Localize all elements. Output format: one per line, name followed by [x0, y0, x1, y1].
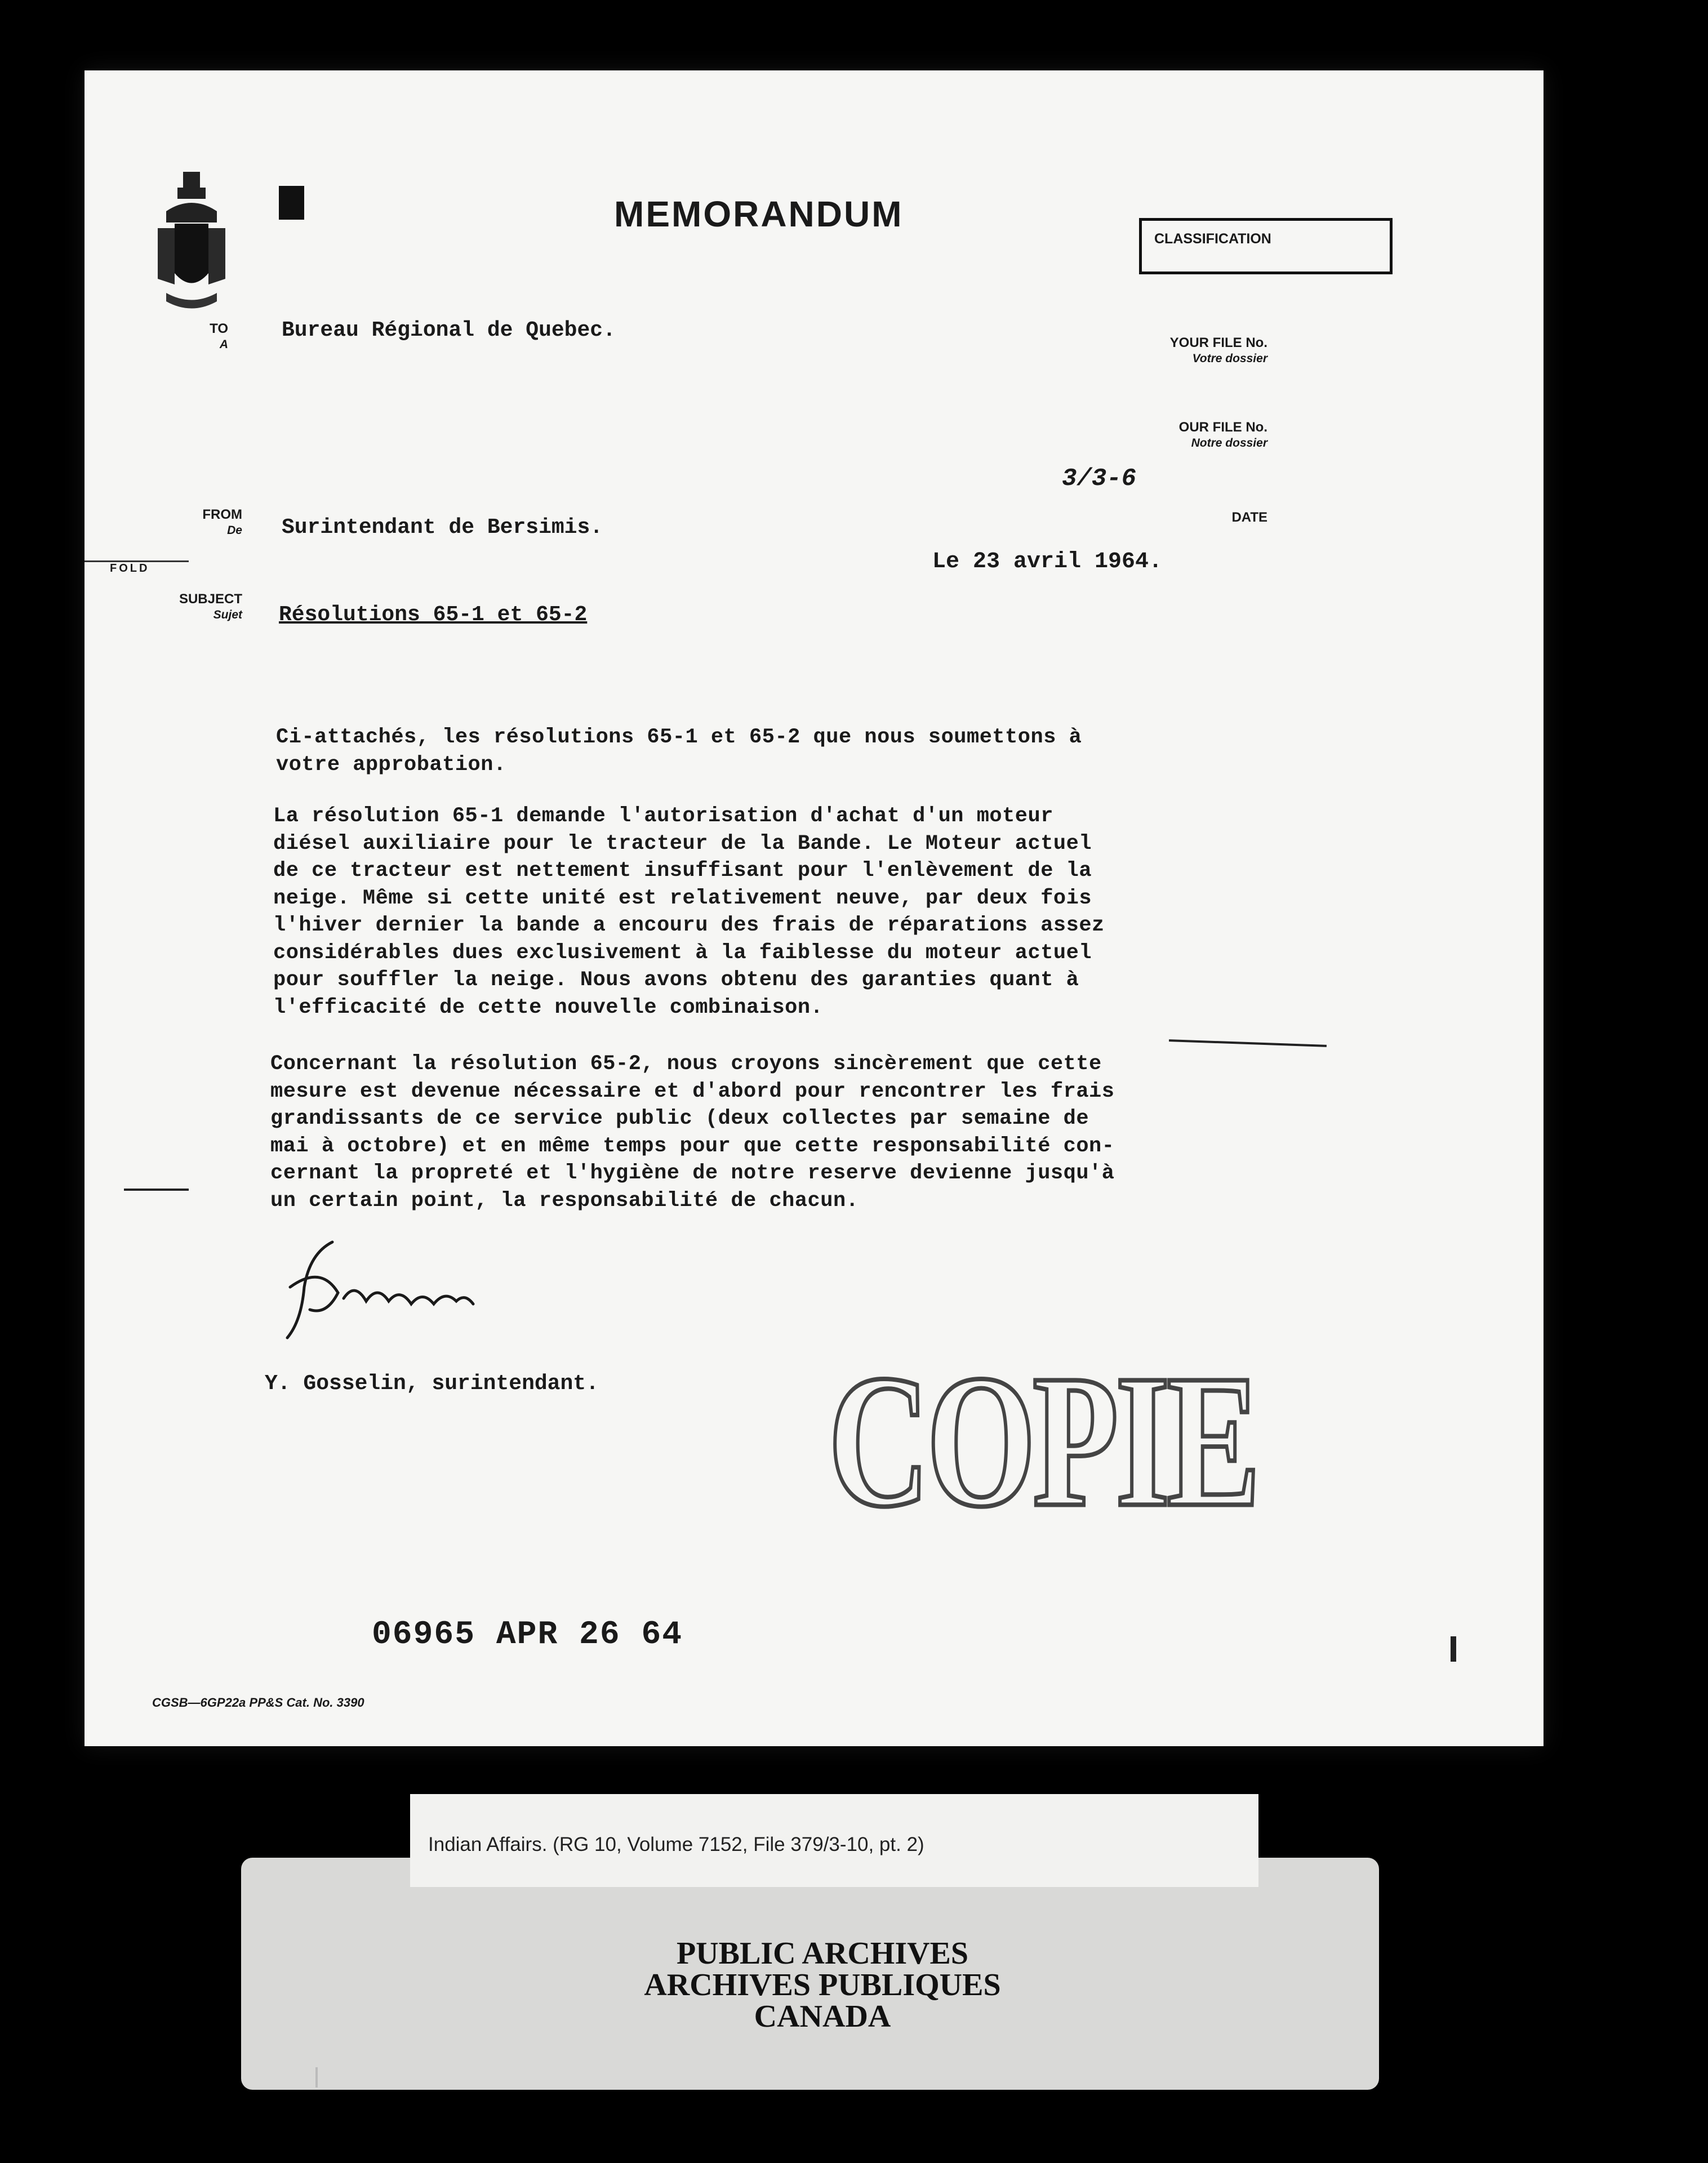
our-file-label [986, 420, 1267, 451]
handwritten-signature [270, 1231, 513, 1349]
our-file-label-fr: Notre dossier [1191, 437, 1267, 449]
subject-value: Résolutions 65-1 et 65-2 [279, 603, 588, 627]
stub-mark [315, 2067, 318, 2088]
subject-label [158, 591, 242, 623]
archive-label [535, 1938, 1110, 2032]
subject-label-fr: Sujet [213, 608, 242, 621]
fold-mark: FOLD [84, 560, 189, 575]
to-value: Bureau Régional de Quebec. [282, 318, 616, 342]
our-file-value: 3/3-6 [1062, 465, 1137, 493]
date-label: DATE [1231, 510, 1267, 525]
paragraph-1: Ci-attachés, les résolutions 65-1 et 65-2 que nous soumettons à votre approbation. [276, 726, 1082, 777]
paragraph-3: Concernant la résolution 65-2, nous croyons sincèrement que cette mesure est devenue nécessaire et d'abord pour rencontrer les frais grandissants de ce service public (deux collectes par semaine de mai à octobre) et en même temps pour que cette responsabilité con- cernant la propreté et l'hygiène de notre reserve devienne jusqu'à un certain point, la responsabilité de chacun. [270, 1052, 1115, 1213]
registration-mark [279, 186, 304, 220]
margin-mark [1169, 1039, 1327, 1047]
from-label-fr: De [227, 524, 242, 537]
our-file-label-en: OUR FILE No. [1178, 420, 1267, 435]
date-value: Le 23 avril 1964. [932, 549, 1163, 575]
margin-tick [124, 1189, 189, 1191]
from-label-en: FROM [202, 507, 242, 522]
coat-of-arms-icon [155, 172, 228, 318]
from-value: Surintendant de Bersimis. [282, 515, 603, 540]
classification-box [1139, 218, 1393, 274]
from-label [180, 507, 242, 538]
received-stamp: 06965 APR 26 64 [372, 1617, 683, 1653]
your-file-label-en: YOUR FILE No. [1169, 335, 1267, 350]
edge-mark [1451, 1636, 1456, 1662]
paragraph-2: La résolution 65-1 demande l'autorisation d'achat d'un moteur diésel auxiliaire pour le tracteur de la Bande. Le Moteur actuel de ce tracteur est nettement insuffisant pour l'enlèvement de la neige. Même si cette unité est relativement neuve, par deux fois l'hiver dernier la bande a encouru des frais de réparations assez considérables dues exclusivement à la faiblesse du moteur actuel pour souffler la neige. Nous avons obtenu des garanties quant à l'efficacité de cette nouvelle combinaison. [273, 804, 1105, 1020]
form-number: CGSB—6GP22a PP&S Cat. No. 3390 [152, 1695, 364, 1710]
copie-stamp: COPIE [828, 1336, 1257, 1547]
subject-label-en: SUBJECT [179, 591, 242, 607]
to-label-fr: A [219, 338, 228, 351]
your-file-label [986, 335, 1267, 367]
archive-reference: Indian Affairs. (RG 10, Volume 7152, File 379/3-10, pt. 2) [428, 1833, 924, 1855]
memo-title: MEMORANDUM [614, 194, 904, 234]
archive-reference-tag [410, 1794, 1258, 1887]
memo-sheet [84, 70, 1544, 1746]
to-label-en: TO [210, 321, 228, 336]
to-label [197, 321, 228, 353]
archive-line-3: CANADA [754, 1999, 891, 2034]
classification-label: CLASSIFICATION [1154, 231, 1271, 247]
your-file-label-fr: Votre dossier [1192, 352, 1267, 365]
archive-line-1: PUBLIC ARCHIVES [676, 1936, 969, 1971]
signature-line: Y. Gosselin, surintendant. [265, 1372, 599, 1396]
archive-line-2: ARCHIVES PUBLIQUES [644, 1968, 1001, 2002]
